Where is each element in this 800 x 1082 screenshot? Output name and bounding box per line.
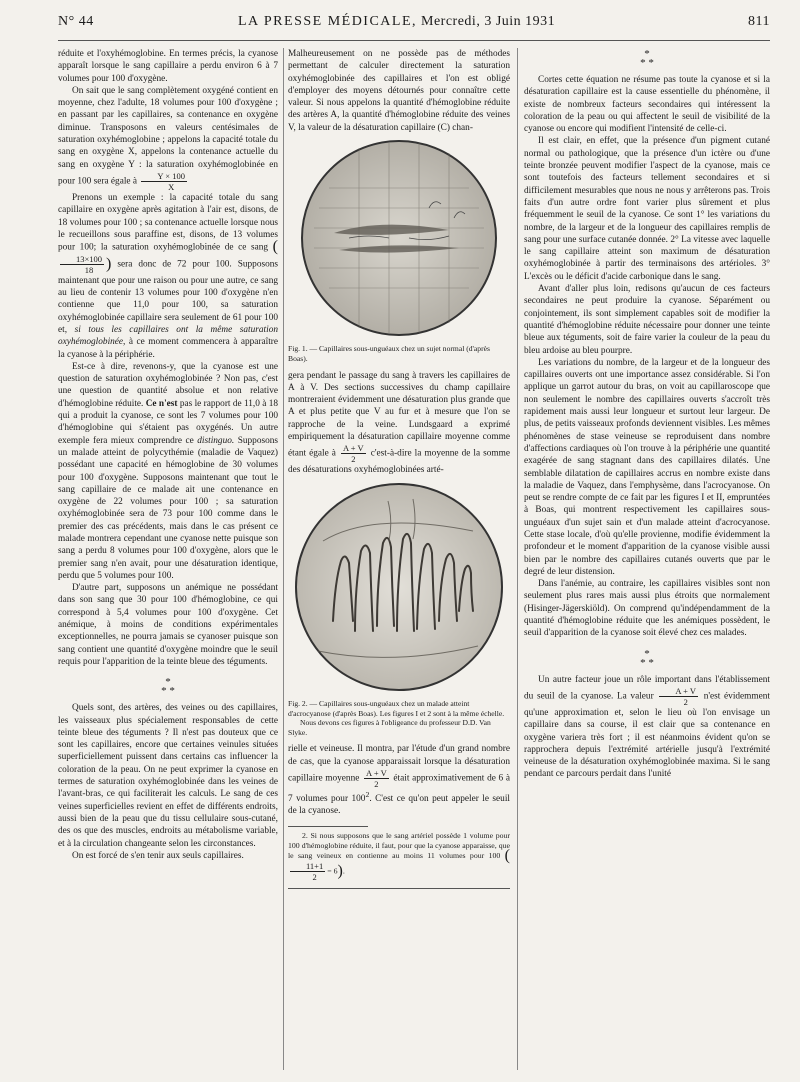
- paragraph: gera pendant le passage du sang à travers les capillaires de A à V. Des sections successives du champ capillaire montreraient évidemment une désaturation plus grande que A et plus petite que V au fur et à mesure que l'on se rapproche de la veine. Lundsgaard a exprimé empiriquement la désaturation capillaire moyenne comme étant égale à $\frac{A + V}{2}$ c'est-à-dire la moyenne de la somme des désaturations oxyhémoglobinées arté-: [288, 370, 510, 476]
- formula-threshold: $\frac{A + V}{2}$: [366, 767, 387, 789]
- section-separator: * * *: [640, 647, 654, 669]
- column-3: [524, 48, 770, 1072]
- capillaries-acrocyanosis-illustration: [293, 481, 505, 693]
- column-2: [288, 48, 510, 1072]
- footnote: 2. Si nous supposons que le sang artériel possède 1 volume pour 100 d'hémoglobine réduite, il faut, pour que la cyanose apparaisse, que le sang veineux en contienne au moins 11 volumes pour 100 ( $\frac{11+1}{2}$ = 6).: [288, 830, 510, 882]
- journal-title: [238, 14, 658, 30]
- formula-mean-desaturation: $\frac{A + V}{2}$: [342, 443, 364, 465]
- issue-number: N° 44: [58, 14, 94, 29]
- figure-1-caption: Fig. 1. — Capillaires sous-unguéaux chez un sujet normal (d'après Boas).: [288, 344, 490, 363]
- paragraph: Les variations du nombre, de la largeur et de la longueur des capillaires ouverts ont une importance assez considérable. Si l'on applique un garrot autour du bras, on voit au capillaroscope que non seulement le nombre des capillaires ouverts s'accroît très rapidement mais aussi leur longueur et surtout leur largeur. De plus, de petits vaisseaux profonds deviennent visibles. Les mêmes phénomènes de stase veineuse se reproduisent dans nombre d'affections cardiaques où l'on trouve à la périphérie une quantité exagérée de sang stagnant dans des capillaires dilatés. Une semblable dilatation de capillaires accrus en nombre existe dans la maladie de Vaquez, dans l'emphysème, dans l'acrocyanose. On peut se rendre compte de ce fait par les figures I et II, empruntées à Boas, qui montrent respectivement les capillaires sous-unguéaux d'un sujet sain et d'un malade atteint d'acrocyanose. Cette stase locale, d'où qu'elle provienne, modifie évidemment la profondeur et le moment d'apparition de la cyanose visible aussi bien par le nombre des capillaires cutanés ouverts que par le degré de leur distension.: [524, 357, 770, 577]
- bottom-rule: [288, 888, 510, 889]
- formula-example: $\frac{13\times 100}{18}$: [60, 254, 104, 275]
- footnote-rule: [288, 826, 368, 827]
- paragraph: Prenons un exemple : la capacité totale du sang capillaire en oxygène après agitation à l'air est, disons, de 18 volumes pour 100 ; sa contenance actuelle lorsque nous le recueillons sous paraffine est, disons, de 13 volumes pour 100; la saturation oxyhémoglobinée de ce sang ( $\frac{13\times 100}{18}$ ) sera donc de 72 pour 100. Supposons maintenant que pour une raison ou pour une autre, ce sang au lieu de contenir 13 volumes pour 100 d'oxygène n'en contienne que 11,0 pour 100, sa saturation oxyhémoglobinée capillaire sera seulement de 61 pour 100 et, si tous les capillaires ont la même saturation oxyhémoglobinée, à ce moment commencera à apparaître la cyanose à la périphérie.: [58, 192, 278, 360]
- paragraph: Il est clair, en effet, que la présence d'un pigment cutané normal ou pathologique, que la présence d'un ictère ou d'une teinte bronzée peuvent modifier l'aspect de la cyanose, mais ce sont toutefois des facteurs tellement secondaires et si difficilement mesurables que nous ne nous y arrêterons pas. Trois faits d'un autre ordre font varier plus sûrement et plus fréquemment le seuil de la cyanose. Ce sont 1° les variations du nombre, de la largeur et de la longueur des capillaires remplis de sang pour une surface cutanée donnée. 2° La vitesse avec laquelle le sang capillaire atteint son maximum de désaturation oxyhémoglobinée à partir des terminaisons des artérioles. 3° L'excès ou le déficit d'acide carbonique dans le sang.: [524, 136, 770, 282]
- formula-footnote: $\frac{11+1}{2}$: [290, 861, 325, 882]
- paragraph: On sait que le sang complètement oxygéné contient en moyenne, chez l'adulte, 18 volumes pour 100 d'oxygène ; en passant par les capillaires, sa contenance en oxygène diminue. Transposons en valeurs centésimales de saturation oxyhémoglobine ; appelons la capacité totale du sang en oxygène X, appelons la contenance actuelle du sang en oxygène Y : la saturation oxyhémoglobinée en pour 100 sera égale à $\frac{Y \times 100}{X}$: [58, 85, 278, 192]
- paragraph: Quels sont, des artères, des veines ou des capillaires, les vaisseaux plus spécialement responsables de cette teinte bleue des téguments ? Il n'est pas douteux que ce sont les capillaires, encore que certaines veinules situées superficiellement puissent dans certains cas influencer la coloration de la peau. On ne peut exprimer la cyanose en termes de saturation oxyhémoglobinée dans les veines de l'avant-bras, ce qui faciliterait les calculs. Le sang de ces veines superficielles revient en effet de différents endroits, aussi bien de la peau que du tissu cellulaire sous-cutané, des os que des muscles, endroits au métabolisme variable, et à la circulation changeante selon les circonstances.: [58, 703, 278, 849]
- section-separator: * * *: [161, 676, 175, 698]
- paragraph: Avant d'aller plus loin, redisons qu'aucun de ces facteurs secondaires ne peut produire la cyanose. Séparément ou conjointement, ils sont simplement capables soit de modifier la quantité d'hémoglobine réduite nécessaire pour donner une teinte bleue aux téguments, soit de faire varier la couleur de la peau du bleu ardoise au bleu pourpre.: [524, 284, 770, 356]
- issue-date: Mercredi, 3 Juin 1931: [421, 14, 556, 29]
- formula-approximation: $\frac{A + V}{2}$: [659, 686, 698, 707]
- paragraph: Malheureusement on ne possède pas de méthodes permettant de calculer directement la saturation oxyhémoglobinée des capillaires et l'on est obligé d'employer des moyens détournés pour connaître cette valeur. Si nous appelons la quantité d'hémoglobine réduite des artères A, la quantité d'hémoglobine réduite des veines V, la valeur de la désaturation capillaire (C) chan-: [288, 49, 510, 133]
- paragraph: Est-ce à dire, revenons-y, que la cyanose est une question de saturation oxyhémoglobinée ? Non pas, c'est une question de quantité absolue et non relative d'hémoglobine réduite. Ce n'est pas le rapport de 11,0 à 18 qui a produit la cyanose, ce sont les 7 volumes pour 100 d'hémoglobine qui s'étaient pas oxygénés. Un autre exemple fera mieux comprendre ce distinguo. Supposons un malade atteint de polycythémie (maladie de Vaquez) possédant une capacité en hémoglobine de 30 volumes pour 100 d'oxygène. Supposons maintenant que tout le sang capillaire de ce malade ait une contenance en oxygène de 22 volumes pour 100 ; sa saturation oxyhémoglobinée sera de 73 pour 100 comme dans le premier des cas précédents, mais dans le cas présent ce malade montrera cependant une cyanose nette puisque son sang a perdu 8 volumes pour 100 d'oxygène, alors que le premier sang n'en avait, pour une désaturation identique, perdu que 5 volumes pour 100.: [58, 361, 278, 581]
- column-1: [58, 48, 278, 1072]
- paragraph: Un autre facteur joue un rôle important dans l'établissement du seuil de la cyanose. La valeur $\frac{A + V}{2}$ n'est évidemment qu'une approximation et, selon le lieu où l'on envisage un capillaire dans sa course, il est clair que sa contenance en oxygène variera très fort ; il est néanmoins évident qu'on se rapprochera depuis l'extrémité artérielle jusqu'à l'extrémité veineuse de la désaturation oxyhémoglobinée maxima. Si le sang pendant ce parcours perdait dans l'unité: [524, 674, 770, 780]
- paragraph: Dans l'anémie, au contraire, les capillaires visibles sont non seulement plus rares mais aussi plus étroits que normalement (Hisinger-Jägerskiöld). On comprend qu'indépendamment de la quantité d'hémoglobine réduite que les anémiques possèdent, le seuil d'apparition de la cyanose soit élevé chez ces malades.: [524, 579, 770, 639]
- column-rule: [517, 48, 518, 1070]
- header-rule: [58, 40, 770, 41]
- formula-saturation: $\frac{Y \times 100}{X}$: [141, 171, 187, 192]
- footnote-ref: 2: [365, 789, 370, 799]
- page-header: [58, 14, 770, 36]
- paragraph: On est forcé de s'en tenir aux seuls capillaires.: [72, 850, 244, 861]
- figure-acknowledgement: Nous devons ces figures à l'obligeance du professeur D.D. Van Slyke.: [288, 718, 491, 737]
- page-number: 811: [748, 14, 770, 29]
- figure-1: [288, 138, 510, 363]
- journal-name: LA PRESSE MÉDICALE,: [238, 14, 418, 29]
- column-rule: [283, 48, 284, 1070]
- paragraph: D'autre part, supposons un anémique ne possédant dans son sang que 30 pour 100 d'hémoglobine, ce qui correspond à 5,4 volumes pour 100 d'oxygène. Cet anémique, à moins de conditions expérimentales exceptionnelles, ne pourra jamais se cyanoser puisque son sang contient une quantité d'oxygène moindre que le seuil requis pour l'apparition de la teinte bleue des téguments.: [58, 583, 278, 667]
- capillaries-normal-illustration: [299, 138, 499, 338]
- section-separator: * * *: [640, 48, 654, 69]
- paragraph: réduite et l'oxyhémoglobine. En termes précis, la cyanose apparaît lorsque le sang capillaire a perdu environ 6 à 7 volumes pour 100 d'oxygène.: [58, 49, 278, 84]
- figure-2-caption: Fig. 2. — Capillaires sous-unguéaux chez un malade atteint d'acrocyanose (d'après Boas). Les figures I et 2 sont à la même échelle. Nous devons ces figures à l'obligeance du professeur D.D. Van Slyke.: [288, 699, 510, 737]
- figure-2: [288, 481, 510, 738]
- paragraph: Cortes cette équation ne résume pas toute la cyanose et si la désaturation capillaire est la cause essentielle du phénomène, il existe de nombreux facteurs secondaires qui intéressent la coloration de la peau ou qui affectent le seuil de visibilité de la cyanose ou encore qui modifient l'intensité de celle-ci.: [524, 75, 770, 135]
- paragraph: rielle et veineuse. Il montra, par l'étude d'un grand nombre de cas, que la cyanose apparaissait lorsque la désaturation capillaire moyenne $\frac{A + V}{2}$ était approximativement de 6 à 7 volumes pour $100^2$. C'est ce qu'on peut appeler le seuil de la cyanose.: [288, 744, 510, 817]
